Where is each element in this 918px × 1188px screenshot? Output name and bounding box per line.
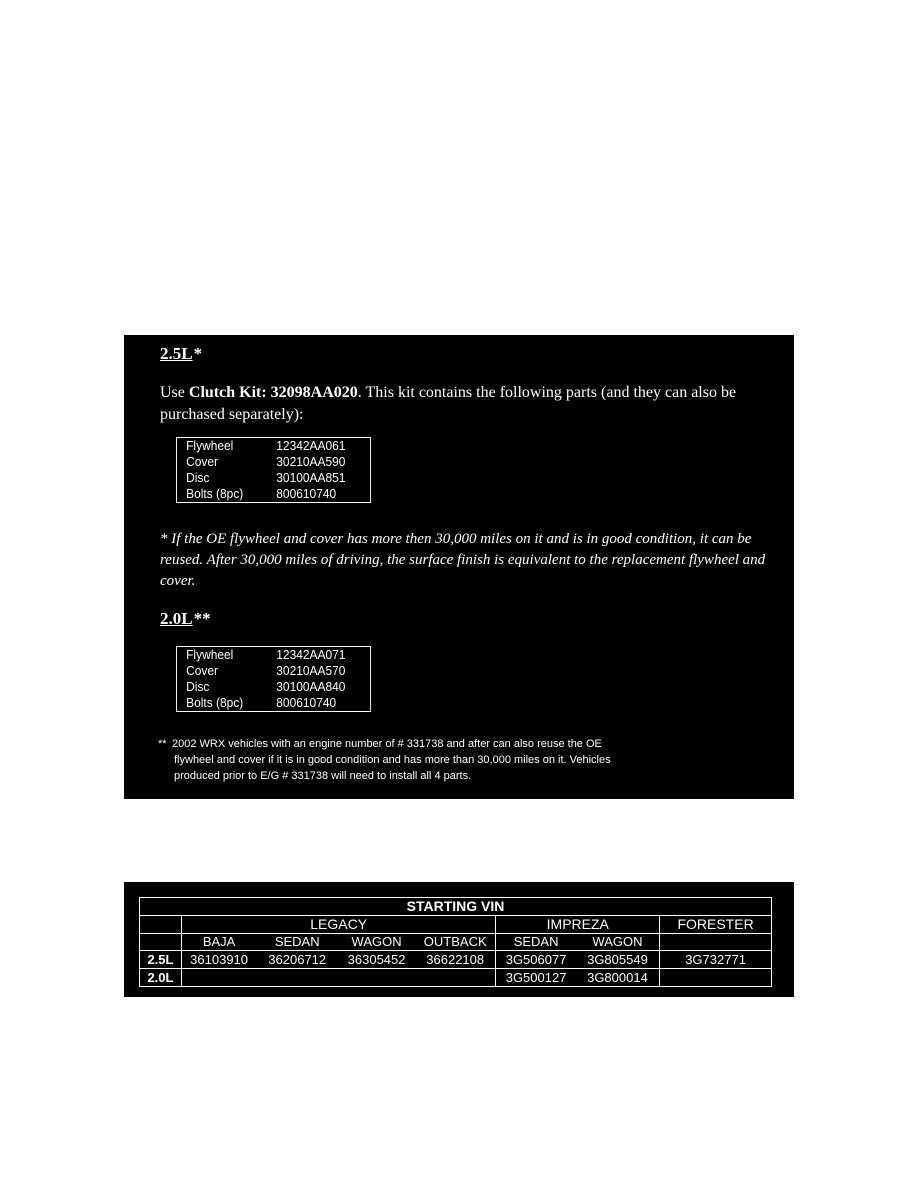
footnote-line-1: 2002 WRX vehicles with an engine number of # 331738 and after can also reuse the OE: [172, 738, 602, 750]
part-number: 12342AA061: [267, 438, 371, 455]
part-name: Bolts (8pc): [176, 695, 267, 712]
part-name: Disc: [176, 470, 267, 486]
intro-prefix: Use: [160, 384, 189, 401]
group-forester: FORESTER: [660, 915, 772, 933]
table-row: [176, 438, 370, 455]
table-row: [176, 679, 370, 695]
model-baja: BAJA: [181, 933, 256, 951]
starting-vin-table: [139, 897, 772, 987]
part-name: Cover: [176, 454, 267, 470]
vin-cell: 3G805549: [576, 951, 660, 969]
empty-cell: [140, 915, 182, 933]
vin-table-title: STARTING VIN: [140, 898, 772, 916]
kit-intro: [160, 382, 760, 426]
heading-2-0l: [160, 609, 211, 629]
empty-cell: [140, 933, 182, 951]
heading-2-0l-label: 2.0L: [160, 609, 193, 628]
heading-2-5l-label: 2.5L: [160, 344, 193, 363]
vin-cell: 3G732771: [660, 951, 772, 969]
model-legacy-wagon: WAGON: [338, 933, 415, 951]
part-number: 800610740: [267, 486, 371, 503]
wrx-footnote: [158, 736, 678, 784]
clutch-kit-panel: [124, 335, 794, 799]
vin-cell: 3G506077: [496, 951, 576, 969]
table-row: [140, 933, 772, 951]
part-name: Disc: [176, 679, 267, 695]
table-row: [176, 470, 370, 486]
part-number: 30100AA851: [267, 470, 371, 486]
clutch-kit-number: Clutch Kit: 32098AA020: [188, 384, 358, 401]
intro-suffix: . This kit contains the following parts (and they can also be purchased separately):: [160, 384, 737, 423]
empty-cell: [660, 933, 772, 951]
part-name: Flywheel: [176, 438, 267, 455]
table-row: [176, 647, 370, 664]
engine-label: 2.5L: [140, 951, 182, 969]
footnote-line-3: produced prior to E/G # 331738 will need to install all 4 parts.: [174, 770, 472, 782]
model-outback: OUTBACK: [415, 933, 496, 951]
heading-2-5l-mark: *: [193, 344, 203, 363]
model-legacy-sedan: SEDAN: [256, 933, 338, 951]
footnote-marker: **: [158, 738, 167, 750]
heading-2-5l: [160, 344, 202, 364]
vin-cell: 36206712: [256, 951, 338, 969]
part-number: 30210AA590: [267, 454, 371, 470]
table-row: [140, 915, 772, 933]
part-number: 12342AA071: [267, 647, 371, 664]
table-row: [176, 663, 370, 679]
group-legacy: LEGACY: [181, 915, 496, 933]
vin-cell: 36103910: [181, 951, 256, 969]
table-row: [176, 695, 370, 712]
heading-2-0l-mark: **: [193, 609, 211, 628]
vin-cell: 3G500127: [496, 969, 576, 987]
vin-cell: 3G800014: [576, 969, 660, 987]
model-impreza-wagon: WAGON: [576, 933, 660, 951]
engine-label: 2.0L: [140, 969, 182, 987]
table-row: [140, 969, 772, 987]
table-row: [140, 951, 772, 969]
footnote-line-2: flywheel and cover if it is in good condition and has more than 30,000 miles on it. Vehicles: [174, 754, 611, 766]
empty-cell: [660, 969, 772, 987]
table-row: [176, 486, 370, 503]
reuse-note: * If the OE flywheel and cover has more then 30,000 miles on it and is in good condition, it can be reused. After 30,000 miles of driving, the surface finish is equivalent to the replacement flywheel and cover.: [160, 531, 766, 589]
part-name: Flywheel: [176, 647, 267, 664]
parts-table-2-5l: [176, 437, 371, 503]
table-row: [140, 898, 772, 916]
part-number: 800610740: [267, 695, 371, 712]
table-row: [176, 454, 370, 470]
vin-cell: 36622108: [415, 951, 496, 969]
part-number: 30100AA840: [267, 679, 371, 695]
part-number: 30210AA570: [267, 663, 371, 679]
part-name: Bolts (8pc): [176, 486, 267, 503]
parts-table-2-0l: [176, 646, 371, 712]
model-impreza-sedan: SEDAN: [496, 933, 576, 951]
starting-vin-panel: [124, 882, 794, 997]
empty-cell: [181, 969, 496, 987]
group-impreza: IMPREZA: [496, 915, 660, 933]
vin-cell: 36305452: [338, 951, 415, 969]
part-name: Cover: [176, 663, 267, 679]
